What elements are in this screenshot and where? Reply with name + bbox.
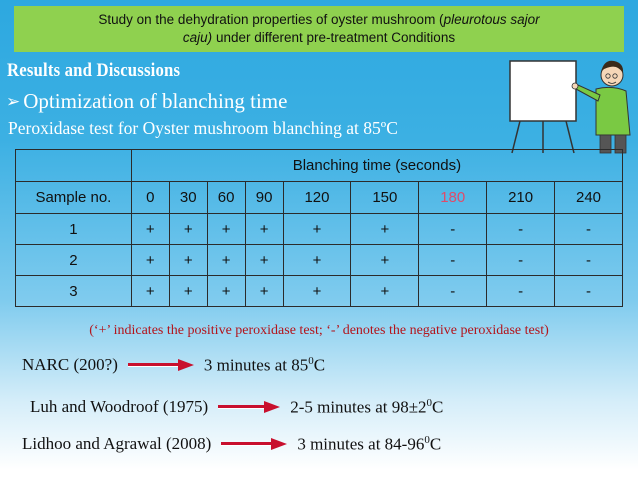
result-cell: - xyxy=(555,276,623,307)
title-banner xyxy=(14,6,624,52)
result-cell: - xyxy=(419,276,487,307)
result-cell: + xyxy=(169,214,207,245)
result-cell: + xyxy=(283,214,351,245)
time-header-cell: 90 xyxy=(245,182,283,214)
blanching-table xyxy=(15,149,623,307)
table-row xyxy=(16,214,623,245)
reference-value: 3 minutes at $85^0C$ xyxy=(203,355,326,375)
sample-cell: 3 xyxy=(16,276,132,307)
time-header-cell: 150 xyxy=(351,182,419,214)
result-cell: + xyxy=(169,276,207,307)
result-cell: + xyxy=(283,276,351,307)
result-cell: + xyxy=(245,276,283,307)
arrow-right-icon xyxy=(221,438,287,450)
person-body-icon xyxy=(596,87,630,135)
result-cell: - xyxy=(487,276,555,307)
table-corner-cell xyxy=(16,150,132,182)
result-cell: + xyxy=(131,214,169,245)
result-cell: - xyxy=(555,214,623,245)
result-cell: - xyxy=(487,214,555,245)
reference-row xyxy=(22,434,441,455)
section-heading: Results and Discussions xyxy=(7,60,181,81)
table-footnote: (‘+’ indicates the positive peroxidase test; ‘-’ denotes the negative peroxidase test) xyxy=(89,323,549,338)
result-cell: - xyxy=(419,245,487,276)
result-cell: + xyxy=(207,276,245,307)
time-header-cell: 210 xyxy=(487,182,555,214)
presenter-illustration xyxy=(500,55,638,155)
table-row xyxy=(16,276,623,307)
bullet-text: Optimization of blanching time xyxy=(23,89,288,113)
arrow-right-icon xyxy=(218,401,280,413)
sample-cell: 2 xyxy=(16,245,132,276)
reference-source: Luh and Woodroof (1975) xyxy=(30,397,209,417)
sample-no-header: Sample no. xyxy=(16,182,132,214)
title-line-2: caju) under different pre-treatment Conditions xyxy=(182,30,456,45)
reference-row xyxy=(22,355,325,376)
table-time-header-row xyxy=(16,182,623,214)
time-header-cell: 120 xyxy=(283,182,351,214)
result-cell: + xyxy=(131,276,169,307)
result-cell: + xyxy=(351,214,419,245)
check-arrow-icon: ➢ xyxy=(6,91,21,111)
result-cell: + xyxy=(207,214,245,245)
reference-value: 2-5 minutes at $98\pm 2^0C$ xyxy=(290,397,444,417)
time-header-cell: 240 xyxy=(555,182,623,214)
time-header-cell-highlighted: 180 xyxy=(419,182,487,214)
time-header-cell: 30 xyxy=(169,182,207,214)
blanching-time-header: Blanching time (seconds) xyxy=(131,150,622,182)
time-header-cell: 60 xyxy=(207,182,245,214)
title-line-1: Study on the dehydration properties of oyster mushroom (pleurotous sajor xyxy=(98,12,540,27)
bullet-point xyxy=(6,89,287,114)
sample-cell: 1 xyxy=(16,214,132,245)
reference-source: NARC (200?) xyxy=(22,355,118,375)
table-row xyxy=(16,245,623,276)
result-cell: + xyxy=(169,245,207,276)
result-cell: - xyxy=(555,245,623,276)
result-cell: + xyxy=(351,245,419,276)
easel-board-icon xyxy=(510,61,576,121)
result-cell: + xyxy=(351,276,419,307)
result-cell: + xyxy=(245,214,283,245)
table-subtitle: Peroxidase test for Oyster mushroom blanching at 85ºC xyxy=(8,118,398,138)
reference-source: Lidhoo and Agrawal (2008) xyxy=(22,434,212,454)
arrow-right-icon xyxy=(128,359,194,371)
result-cell: - xyxy=(487,245,555,276)
reference-value: 3 minutes at $84-96^0C$ xyxy=(297,434,442,454)
result-cell: + xyxy=(283,245,351,276)
time-header-cell: 0 xyxy=(131,182,169,214)
result-cell: + xyxy=(207,245,245,276)
reference-row xyxy=(30,397,443,418)
table-group-header-row xyxy=(16,150,623,182)
result-cell: - xyxy=(419,214,487,245)
result-cell: + xyxy=(131,245,169,276)
result-cell: + xyxy=(245,245,283,276)
